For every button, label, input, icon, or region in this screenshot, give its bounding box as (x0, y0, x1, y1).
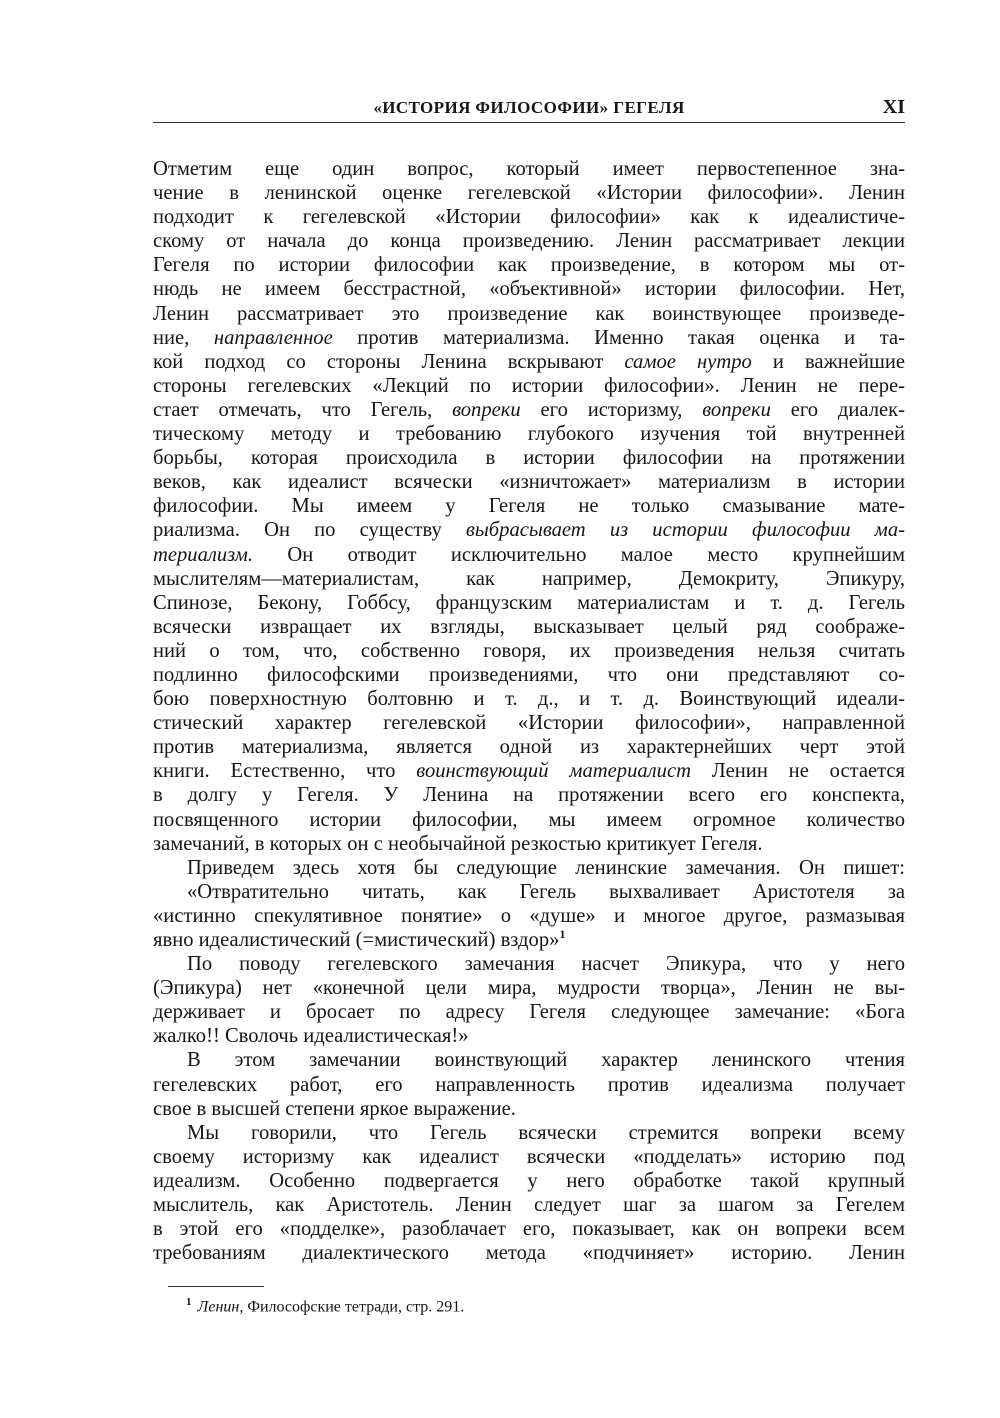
text-line (153, 1241, 905, 1265)
text-line (153, 1024, 905, 1048)
text-line (153, 783, 905, 807)
line-text: Он отводит исключительно малое место крупнейшим (253, 543, 905, 566)
line-text: ний о том, что, собственно говоря, их произведения нельзя считать (153, 639, 905, 662)
line-text: против материализма, является одной из характернейших черт этой (153, 736, 905, 759)
line-text: По поводу гегелевского замечания насчет Эпикура, что у него (187, 953, 905, 976)
emphasis-text: направленное (213, 326, 333, 349)
page-number: XI (882, 96, 905, 118)
text-line (153, 735, 905, 759)
text-line (153, 615, 905, 639)
line-text: мыслителям—материалистам, как например, Демокриту, Эпикуру, (153, 567, 905, 590)
header-rule (153, 122, 905, 123)
line-text: риализма. Он по существу (153, 519, 466, 542)
line-text: стает отмечать, что Гегель, (153, 398, 453, 421)
emphasis-text: воинствующий материалист (416, 760, 691, 783)
text-line (153, 422, 905, 446)
footnote-rule (168, 1286, 264, 1287)
line-text: свое в высшей степени яркое выражение. (153, 1097, 516, 1120)
line-text: кой подход со стороны Ленина вскрывают (153, 350, 625, 373)
footnote-ref: 1 (559, 928, 566, 942)
line-text: своему историзму как идеалист всячески «подделать» историю под (153, 1145, 905, 1168)
text-line (153, 976, 905, 1000)
page-header (153, 96, 905, 126)
emphasis-text: выбрасывает из истории философии ма- (465, 519, 905, 542)
line-text: Гегеля по истории философии как произведение, в котором мы от- (153, 254, 905, 277)
text-line (153, 759, 905, 783)
line-text: Приведем здесь хотя бы следующие ленинские замечания. Он пишет: (187, 856, 905, 879)
line-text: всячески извращает их взгляды, высказывает целый ряд соображе- (153, 615, 905, 638)
text-line (153, 1193, 905, 1217)
emphasis-text: вопреки (702, 398, 771, 421)
text-line (153, 687, 905, 711)
line-text: книги. Естественно, что (153, 760, 417, 783)
running-title: «ИСТОРИЯ ФИЛОСОФИИ» ГЕГЕЛЯ (373, 98, 685, 117)
line-text: «истинно спекулятивное понятие» о «душе» и многое другое, размазывая (153, 904, 905, 927)
text-line (153, 205, 905, 229)
text-line (153, 856, 905, 880)
text-line (153, 398, 905, 422)
text-line (153, 374, 905, 398)
text-line (153, 711, 905, 735)
footnote (186, 1296, 464, 1316)
emphasis-text: самое нутро (624, 350, 752, 373)
line-text: держивает и бросает по адресу Гегеля следующее замечание: «Бога (153, 1001, 905, 1024)
line-text: мыслитель, как Аристотель. Ленин следует шаг за шагом за Гегелем (153, 1194, 905, 1217)
line-text: стороны гегелевских «Лекций по истории философии». Ленин не пере- (153, 374, 905, 397)
line-text: Ленин рассматривает это произведение как воинствующее произведе- (153, 302, 905, 325)
text-line (153, 567, 905, 591)
line-text: подлинно философскими произведениями, что они представляют со- (153, 663, 905, 686)
line-text: ние, (153, 326, 214, 349)
line-text: требованиям диалектического метода «подчиняет» историю. Ленин (153, 1242, 905, 1265)
text-line (153, 229, 905, 253)
line-text: В этом замечании воинствующий характер ленинского чтения (187, 1049, 905, 1072)
line-text: Спинозе, Бекону, Гоббсу, французским материалистам и т. д. Гегель (153, 591, 905, 614)
line-text: Ленин не остается (690, 760, 905, 783)
line-text: бою поверхностную болтовню и т. д., и т. д. Воинствующий идеали- (153, 688, 905, 711)
line-text: в долгу у Гегеля. У Ленина на протяжении всего его конспекта, (153, 784, 905, 807)
text-line (153, 494, 905, 518)
text-line (153, 326, 905, 350)
emphasis-text: вопреки (452, 398, 521, 421)
line-text: (Эпикура) нет «конечной цели мира, мудрости творца», Ленин не вы- (153, 977, 905, 1000)
line-text: и важнейшие (751, 350, 905, 373)
line-text: философии. Мы имеем у Гегеля не только смазывание мате- (153, 495, 905, 518)
line-text: гегелевских работ, его направленность против идеализма получает (153, 1073, 905, 1096)
line-text: Мы говорили, что Гегель всячески стремится вопреки всему (187, 1121, 905, 1144)
text-line (153, 663, 905, 687)
text-line (153, 518, 905, 542)
line-text: Отметим еще один вопрос, который имеет первостепенное зна- (153, 158, 905, 180)
text-line (153, 543, 905, 567)
text-line (153, 639, 905, 663)
text-line (153, 591, 905, 615)
text-line (153, 880, 905, 904)
line-text: стический характер гегелевской «Истории философии», направленной (153, 712, 905, 735)
text-line (153, 1169, 905, 1193)
text-line (153, 808, 905, 832)
text-line (153, 952, 905, 976)
text-line (153, 302, 905, 326)
line-text: его историзму, (520, 398, 703, 421)
line-text: явно идеалистический (=мистический) вздор» (153, 929, 560, 951)
line-text: «Отвратительно читать, как Гегель выхваливает Аристотеля за (187, 880, 905, 903)
text-line (153, 1073, 905, 1097)
line-text: в этой его «подделке», разоблачает его, показывает, как он вопреки всем (153, 1218, 905, 1241)
text-line (153, 181, 905, 205)
line-text: посвященного истории философии, мы имеем огромное количество (153, 808, 905, 831)
text-line (153, 446, 905, 470)
text-line (153, 1000, 905, 1024)
line-text: скому от начала до конца произведению. Ленин рассматривает лекции (153, 230, 905, 253)
text-line (153, 1121, 905, 1145)
text-line (153, 1217, 905, 1241)
line-text: тическому методу и требованию глубокого изучения той внутренней (153, 423, 905, 446)
line-text: нюдь не имеем бесстрастной, «объективной» истории философии. Нет, (153, 278, 905, 301)
text-line (153, 1097, 905, 1121)
line-text: его диалек- (770, 398, 905, 421)
text-line (153, 470, 905, 494)
text-line (153, 1048, 905, 1072)
line-text: подходит к гегелевской «Истории философии» как к идеалистиче- (153, 206, 905, 229)
line-text: против материализма. Именно такая оценка и та- (332, 326, 905, 349)
text-line (153, 1145, 905, 1169)
line-text: веков, как идеалист всячески «изничтожает» материализм в истории (153, 471, 905, 494)
line-text: замечаний, в которых он с необычайной резкостью критикует Гегеля. (153, 832, 763, 855)
emphasis-text: териализм. (153, 543, 253, 566)
footnote-text: Философские тетради, стр. 291. (243, 1298, 465, 1316)
footnote-number: 1 (186, 1296, 192, 1308)
body-text (153, 157, 905, 1265)
line-text: чение в ленинской оценке гегелевской «Истории философии». Ленин (153, 182, 905, 205)
line-text: борьбы, которая происходила в истории философии на протяжении (153, 447, 905, 470)
line-text: идеализм. Особенно подвергается у него обработке такой крупный (153, 1169, 905, 1192)
text-line (153, 157, 905, 181)
text-line (153, 277, 905, 301)
text-line (153, 253, 905, 277)
text-line (153, 904, 905, 928)
text-line (153, 832, 905, 856)
text-line (153, 928, 905, 952)
text-line (153, 350, 905, 374)
footnote-author: Ленин, (197, 1298, 244, 1316)
line-text: жалко!! Сволочь идеалистическая!» (153, 1025, 469, 1048)
